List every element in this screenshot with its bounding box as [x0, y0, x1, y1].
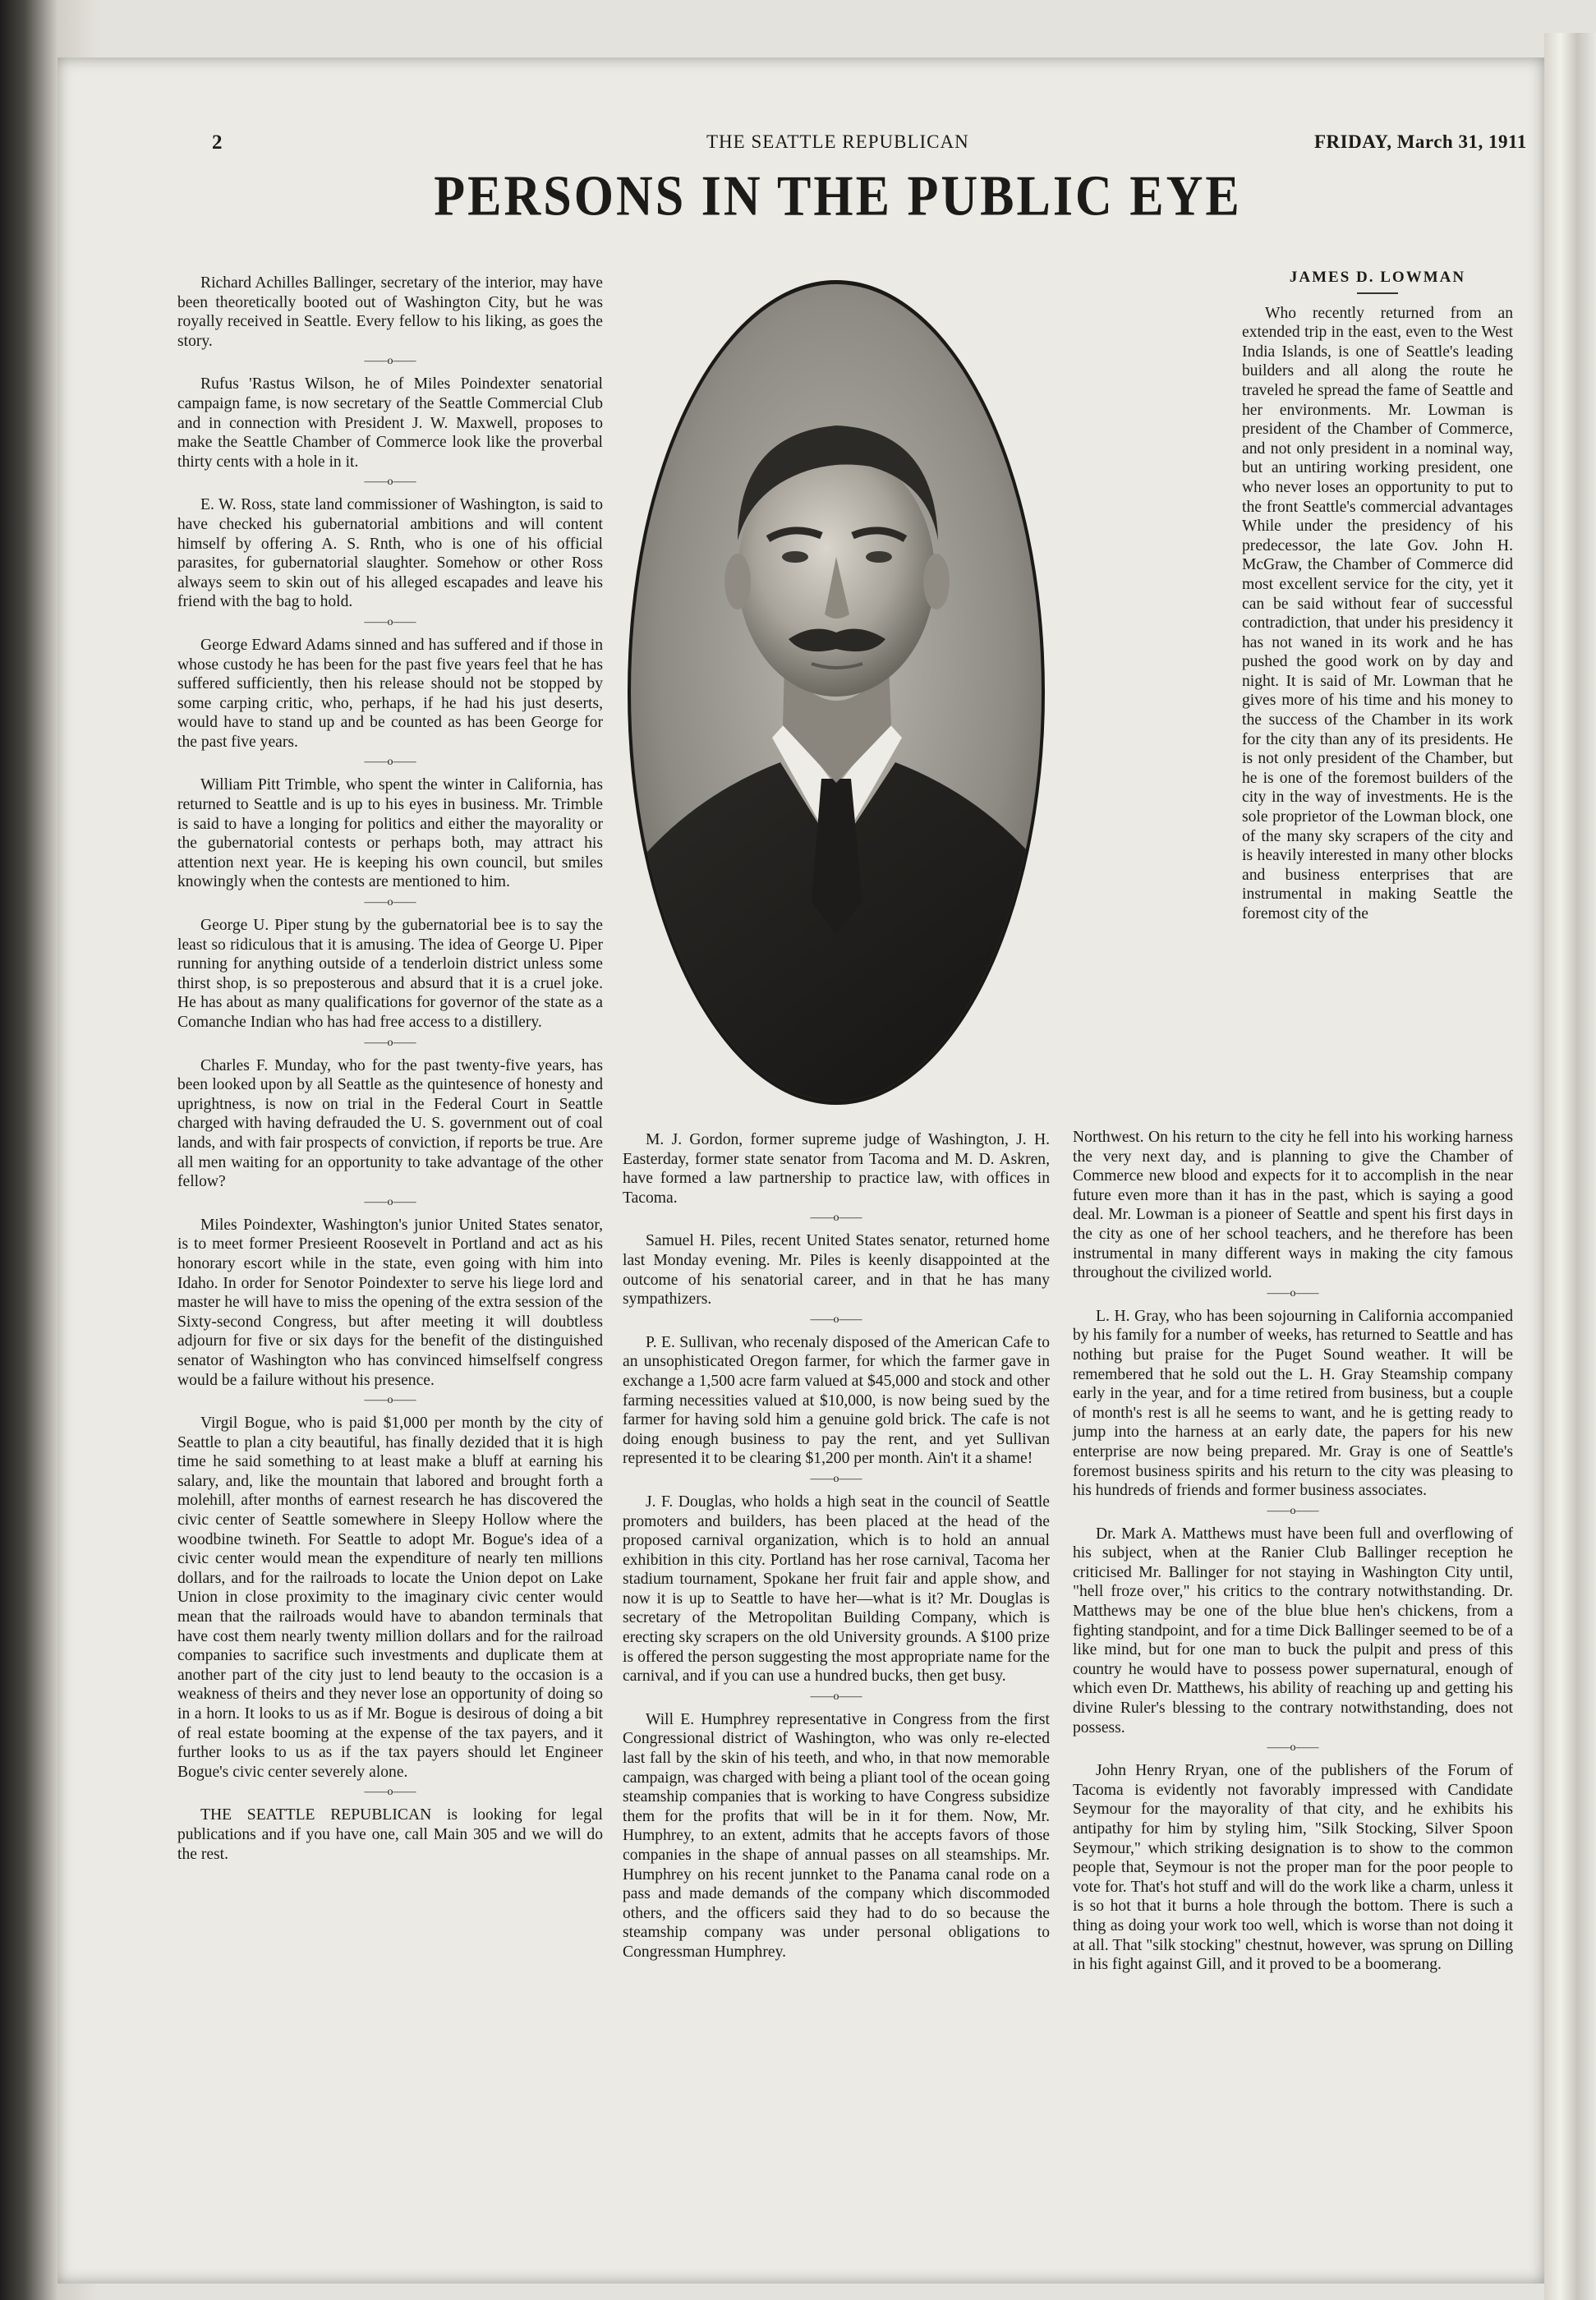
byline-lowman: JAMES D. LOWMAN — [1289, 269, 1466, 286]
page-number: 2 — [212, 131, 223, 154]
paragraph-sullivan: P. E. Sullivan, who recenaly disposed of the American Cafe to an unsophisticated Oregon farmer, for which the farmer gave in exchange a 1,500 acre farm valued at $45,000 and stock and other farming necessities valued at $10,000, is now being sued by the farmer for having sold him a genuine gold brick. The cafe is not doing enough business to pay the rent, and yet Sullivan represented it to be clearing $1,200 per month. Ain't it a shame! — [623, 1333, 1050, 1468]
paragraph-lowman: Who recently returned from an extended trip in the east, even to the West India Islands, is one of Seattle's leading builders and all along the route he traveled he spread the fame of Seattle and her environments. Mr. Lowman is president of the Chamber of Commerce, and not only president in a nominal way, but an untiring working president, one who never loses an opportunity to put to the front Seattle's commercial advantages While under the presidency of his predecessor, the late Gov. John H. McGraw, the Chamber of Commerce did most excellent service for the city, yet it can be said without fear of successful contradiction, that under his presidency it has not waned in its work and he has pushed the good work on by day and night. It is said of Mr. Lowman that he gives more of his time and his money to the success of the Chamber in its work for the city than any of its presidents. He is not only president of the Chamber, but he is one of the foremost builders of the city in the way of investments. He is the sole proprietor of the Lowman block, one of the many sky scrapers of the city and is heavily interested in many other blocks and business enterprises that are instrumental in making Seattle the foremost city of the — [1242, 304, 1513, 922]
paragraph-adams: George Edward Adams sinned and has suffered and if those in whose custody he has been for the past five years feel that he has suffered sufficiently, then his release should not be stopped by some carping critic, who, perhaps, if he had his just deserts, would have to stand up and be counted as has been George for the past five years. — [177, 636, 603, 751]
separator: ——o—— — [1267, 1504, 1319, 1517]
paragraph-trimble: William Pitt Trimble, who spent the winter in California, has returned to Seattle and is up to his eyes in business. Mr. Trimble is said to have a longing for politics and either the mayorality or the gubernatorial contests or perhaps both, may attract his attention next year. He is keeping his own council, but smiles knowingly when the contests are mentioned to him. — [177, 776, 603, 891]
issue-date: FRIDAY, March 31, 1911 — [1314, 131, 1527, 152]
paragraph-rryan: John Henry Rryan, one of the publishers of the Forum of Tacoma is evidently not favorably impressed with Candidate Seymour for the mayorality of that city, and he exhibits his antipathy for him by styling him, "Silk Stocking, Silver Spoon Seymour," which striking designation is to show to the common people that, Seymour is not the proper man for the poor people to vote for. That's hot stuff and will do the work like a charm, unless it is so hot that it burns a hole through the bottom. There is such a thing as doing your work too well, which is worse than not doing it at all. That "silk stocking" chestnut, however, was sprung on Dilling in his fight against Gill, and it proved to be a boomerang. — [1073, 1762, 1513, 1974]
separator: ——o—— — [364, 1786, 416, 1799]
paragraph-lowman-continued: Northwest. On his return to the city he fell into his working harness the very next day, and is planning to give the Chamber of Commerce new blood and expects for it to accomplish in the near future even more than it has in the past, which is saying a good deal. Mr. Lowman is a pioneer of Seattle and spent his first days in the city as one of her school teachers, and he therefore has been instrumental in many different ways in making the city famous throughout the civilized world. — [1073, 1129, 1513, 1282]
separator: ——o—— — [364, 476, 416, 489]
middle-column — [623, 1130, 1050, 1962]
paragraph-ballinger: Richard Achilles Ballinger, secretary of the interior, may have been theoretically booted out of Washington City, but he was royally received in Seattle. Every fellow to his liking, as goes the story. — [177, 274, 603, 350]
adjacent-page-edge — [1544, 33, 1596, 2300]
paragraph-bogue: Virgil Bogue, who is paid $1,000 per month by the city of Seattle to plan a city beautiful, has finally dezided that it is high time he said something to at least make a bluff at earning his salary, and, like the mountain that labored and brought forth a molehill, after months of earnest research he has discovered the civic center of Seattle somewhere in Sleepy Hollow where the woodbine twineth. For Seattle to adopt Mr. Bogue's idea of a civic center would mean the expenditure of nearly ten millions dollars, and for the railroads to locate the Union depot on Lake Union in close proximity to the imaginary civic center would mean that the railroads would have to abandon terminals that have cost them nearly twenty million dollars and for the railroad companies to sacrifice such investments and duplicate them at another part of the city just to lend beauty to the occasion is a weakness of theirs and they never lose an opportunity of doing so in a horn. It looks to us as if Mr. Bogue is desirous of doing a bit of real estate booming at the expense of the tax payers, and it further looks to us as if the tax payers should let Engineer Bogue's civic center severely alone. — [177, 1414, 603, 1781]
separator: ——o—— — [364, 896, 416, 909]
left-column — [177, 274, 603, 1864]
right-column-top — [1242, 268, 1513, 924]
paragraph-piper: George U. Piper stung by the gubernatorial bee is to say the least so ridiculous that it is amusing. The idea of George U. Piper running for anything outside of a tenderloin district unless some thirst shop, is so preposterous and absurd that it is a cruel joke. He has about as many qualifications for governor of the state as a Comanche Indian who has had free access to a distillery. — [177, 917, 603, 1031]
headline: PERSONS IN THE PUBLIC EYE — [434, 165, 1242, 228]
separator: ——o—— — [364, 1394, 416, 1407]
paragraph-legal-notice: THE SEATTLE REPUBLICAN is looking for legal publications and if you have one, call Main 305 and we will do the rest. — [177, 1806, 603, 1863]
separator: ——o—— — [810, 1313, 862, 1326]
byline-rule — [1357, 292, 1398, 294]
publication-name: THE SEATTLE REPUBLICAN — [706, 131, 969, 152]
right-column-bottom — [1073, 1128, 1513, 1975]
paragraph-matthews: Dr. Mark A. Matthews must have been full and overflowing of his subject, when at the Ranier Club Ballinger reception he criticised Mr. Ballinger for not staying in Washington City until, "hell froze over," his critics to the contrary notwithstanding. Dr. Matthews may be one of the blue blue hen's chickens, from a fighting standpoint, and for a time Dick Ballinger seemed to be of a like mind, but for one man to buck the pulpit and press of this country he would have to possess power supernatural, enough of which even Dr. Matthews, his ability of reaching up and getting his divine Ruler's blessing to the contrary notwithstanding, does not possess. — [1073, 1525, 1513, 1736]
separator: ——o—— — [364, 756, 416, 769]
portrait-james-lowman — [624, 278, 1048, 1107]
separator: ——o—— — [364, 1195, 416, 1208]
paragraph-poindexter: Miles Poindexter, Washington's junior United States senator, is to meet former Presieent Roosevelt in Portland and act as his honorary escort while in the state, even going with him into Idaho. In order for Senotor Poindexter to serve his liege lord and master he will have to miss the opening of the extra session of the Sixty-second Congress, but after meeting it will doubtless adjourn for five or six days for the benefit of the distinguished senator of Washington who has convinced himselfself congress would be a failure without his presence. — [177, 1216, 603, 1389]
paragraph-wilson: Rufus 'Rastus Wilson, he of Miles Poindexter senatorial campaign fame, is now secretary of the Seattle Commercial Club and in connection with President J. W. Maxwell, proposes to make the Seattle Chamber of Commerce look like the proverbal thirty cents with a hole in it. — [177, 375, 603, 471]
separator: ——o—— — [1267, 1286, 1319, 1300]
separator: ——o—— — [810, 1472, 862, 1485]
separator: ——o—— — [810, 1212, 862, 1225]
paragraph-munday: Charles F. Munday, who for the past twenty-five years, has been looked upon by all Seattle as the quintesence of honesty and uprightness, is now on trial in the Federal Court in Seattle charged with having defrauded the U. S. government out of coal lands, and with fair prospects of conviction, if reports be true. Are all men waiting for an opportunity to take advantage of the other fellow? — [177, 1056, 603, 1191]
paragraph-gray: L. H. Gray, who has been sojourning in California accompanied by his family for a number of weeks, has returned to Seattle and has nothing but praise for the Puget Sound weather. It will be remembered that he sold out the L. H. Gray Steamship company early in the year, and for a time retired from business, but a couple of month's rest is all he seems to want, and he is getting ready to jump into the harness at an early date, the papers for his new enterprise are now being prepared. Mr. Gray is one of Seattle's foremost business spirits and his return to the city was pleasing to his hundreds of friends and former business associates. — [1073, 1307, 1513, 1500]
paragraph-piles: Samuel H. Piles, recent United States senator, returned home last Monday evening. Mr. Piles is keenly disappointed at the outcome of his senatorial career, and in that he has many sympathizers. — [623, 1232, 1050, 1309]
paragraph-gordon: M. J. Gordon, former supreme judge of Washington, J. H. Easterday, former state senator from Tacoma and M. D. Askren, have formed a law partnership to practice law, with offices in Tacoma. — [623, 1131, 1050, 1207]
separator: ——o—— — [364, 355, 416, 368]
paragraph-douglas: J. F. Douglas, who holds a high seat in the council of Seattle promoters and builders, has been placed at the head of the proposed carnival organization, which is to hold an annual exhibition in this city. Portland has her rose carnival, Tacoma her stadium tournament, Spokane her fruit fair and apple show, and now it is up to Seattle to have her—what is it? Mr. Douglas is secretary of the Metropolitan Building Company, which is erecting sky scrapers on the old University grounds. A $100 prize is offered the person suggesting the most appropriate name for the carnival, and if you can use a hundred bucks, then get busy. — [623, 1493, 1050, 1686]
paragraph-ross: E. W. Ross, state land commissioner of Washington, is said to have checked his gubernatorial ambitions and will content himself by offering A. S. Rnth, who is one of his official parasites, for gubernatorial slaughter. Somehow or other Ross always seem to skin out of his alleged escapades and leave his friend with the bag to hold. — [177, 496, 603, 611]
separator: ——o—— — [364, 1036, 416, 1049]
separator: ——o—— — [364, 615, 416, 628]
separator: ——o—— — [810, 1690, 862, 1703]
separator: ——o—— — [1267, 1741, 1319, 1755]
paragraph-humphrey: Will E. Humphrey representative in Congress from the first Congressional district of Washington, who was only re-elected last fall by the skin of his teeth, and who, in that now memorable campaign, was charged with being a pliant tool of the ocean going steamship companies that is working to have Congress subsidize them for the profits that will be in it for them. Now, Mr. Humphrey, to an extent, admits that he accepts favors of those companies in the shape of annual passes on all steamships. Mr. Humphrey on his recent junnket to the Panama canal rode on a pass and made demands of the company which discommoded others, and the officers said they had to do so because the steamship company was under personal obligations to Congressman Humphrey. — [623, 1710, 1050, 1961]
